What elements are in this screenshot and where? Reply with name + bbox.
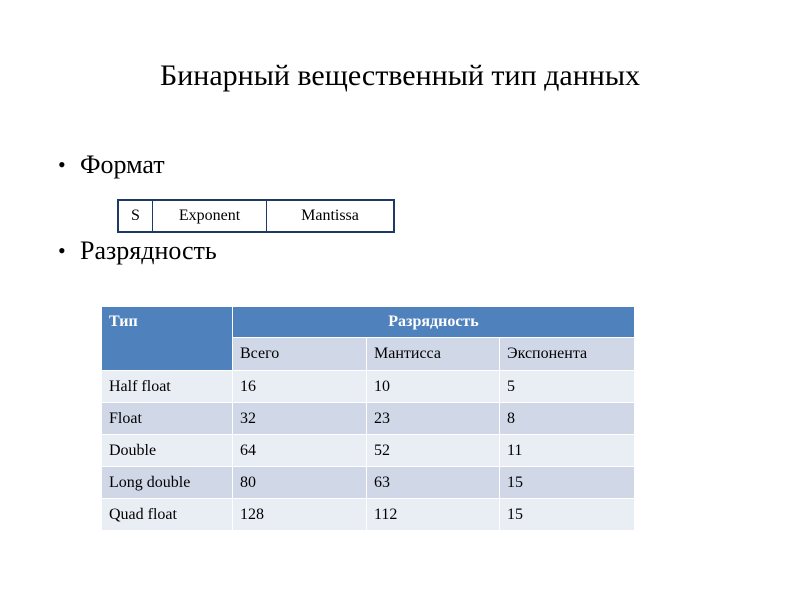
table-cell-type: Quad float <box>102 499 233 531</box>
table-cell-mantissa: 23 <box>367 403 500 435</box>
table-subheader-mantissa: Мантисса <box>367 338 500 371</box>
table-row <box>102 403 635 435</box>
table-cell-exponent: 8 <box>500 403 635 435</box>
float-format-diagram <box>117 199 395 233</box>
table-cell-total: 64 <box>233 435 367 467</box>
bullet-format <box>58 148 165 182</box>
table-row <box>102 371 635 403</box>
table-cell-type: Double <box>102 435 233 467</box>
slide-title: Бинарный вещественный тип данных <box>160 59 640 92</box>
table-cell-type: Half float <box>102 371 233 403</box>
table-header-group: Разрядность <box>233 307 635 338</box>
table-cell-mantissa: 112 <box>367 499 500 531</box>
format-sign-cell: S <box>118 200 153 232</box>
table-cell-total: 80 <box>233 467 367 499</box>
table-cell-type: Long double <box>102 467 233 499</box>
bullet-bit-width-label: Разрядность <box>80 236 217 265</box>
table-cell-type: Float <box>102 403 233 435</box>
bullet-bit-width <box>58 234 217 268</box>
bullet-dot: • <box>58 152 66 177</box>
table-row <box>102 435 635 467</box>
table-row <box>102 499 635 531</box>
table-cell-mantissa: 52 <box>367 435 500 467</box>
table-cell-total: 32 <box>233 403 367 435</box>
format-mantissa-cell: Mantissa <box>267 200 395 232</box>
bullet-dot: • <box>58 238 66 263</box>
bullet-format-label: Формат <box>80 150 165 179</box>
table-cell-mantissa: 63 <box>367 467 500 499</box>
table-subheader-exponent: Экспонента <box>500 338 635 371</box>
table-cell-exponent: 15 <box>500 467 635 499</box>
table-cell-exponent: 11 <box>500 435 635 467</box>
table-cell-exponent: 5 <box>500 371 635 403</box>
table-cell-mantissa: 10 <box>367 371 500 403</box>
bit-width-table <box>101 306 635 531</box>
table-cell-total: 128 <box>233 499 367 531</box>
table-row <box>102 467 635 499</box>
table-cell-exponent: 15 <box>500 499 635 531</box>
table-header-type: Тип <box>102 307 233 371</box>
table-cell-total: 16 <box>233 371 367 403</box>
format-exponent-cell: Exponent <box>153 200 267 232</box>
table-subheader-total: Всего <box>233 338 367 371</box>
